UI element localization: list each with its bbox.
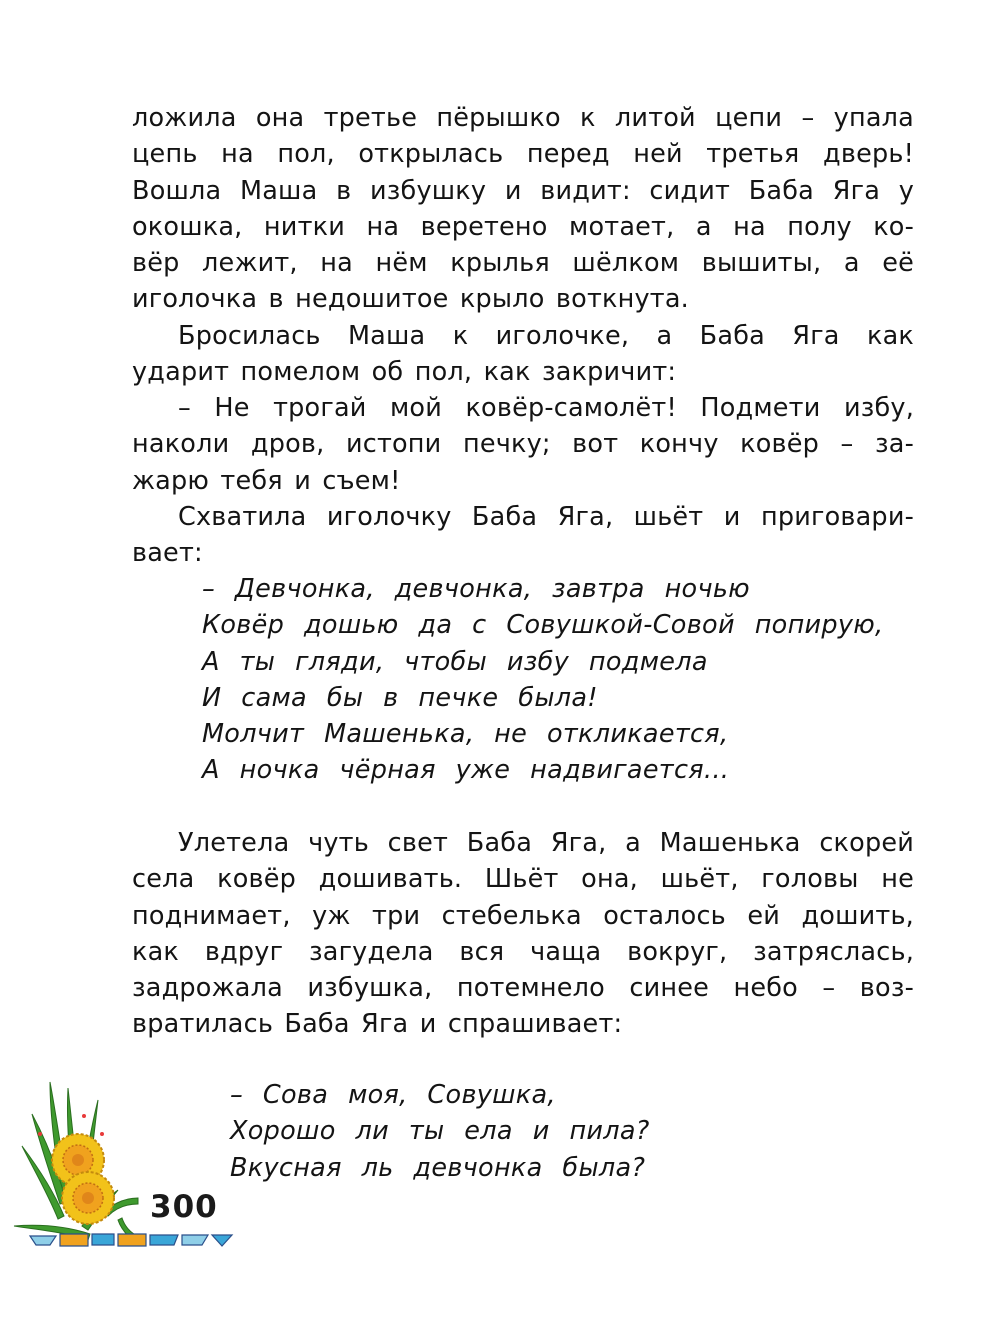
- paragraph: [132, 318, 914, 391]
- text-line: окошка, нитки на веретено мотает, а на полу ко-: [132, 211, 914, 242]
- paragraph: [132, 825, 914, 1043]
- verse-block: [202, 571, 883, 789]
- text-line: Улетела чуть свет Баба Яга, а Машенька скорей: [178, 828, 914, 858]
- verse-line: – Сова моя, Совушка,: [230, 1080, 556, 1110]
- text-line: – Не трогай мой ковёр-самолёт! Подмети избу,: [178, 393, 914, 423]
- dandelion-flowers-icon: [10, 1074, 240, 1260]
- verse-line: Хорошо ли ты ела и пила?: [230, 1116, 650, 1147]
- verse-line: Ковёр дошью да с Совушкой-Совой попирую,: [202, 610, 884, 641]
- page-number: 300: [150, 1189, 218, 1225]
- text-line: поднимает, уж три стебелька осталось ей дошить,: [132, 900, 914, 931]
- text-line: села ковёр дошивать. Шьёт она, шьёт, головы не: [132, 864, 914, 895]
- verse-line: А ночка чёрная уже надвигается...: [202, 755, 730, 786]
- verse-line: А ты гляди, чтобы избу подмела: [202, 646, 708, 677]
- text-line: цепь на пол, открылась перед ней третья дверь!: [132, 139, 914, 170]
- text-line: Схватила иголочку Баба Яга, шьёт и приговари-: [178, 502, 914, 532]
- text-line: ложила она третье пёрышко к литой цепи – упала: [132, 103, 914, 133]
- paragraph: [132, 100, 914, 318]
- text-line: вает:: [132, 538, 203, 569]
- text-line: вёр лежит, на нём крылья шёлком вышиты, а её: [132, 248, 914, 279]
- verse-line: Вкусная ль девчонка была?: [230, 1152, 646, 1183]
- paragraph: [132, 390, 914, 499]
- verse-block: [230, 1077, 650, 1186]
- text-line: ударит помелом об пол, как закричит:: [132, 357, 677, 388]
- paragraph: [132, 499, 914, 572]
- verse-line: – Девчонка, девчонка, завтра ночью: [202, 574, 750, 604]
- text-line: наколи дров, истопи печку; вот кончу ковёр – за-: [132, 429, 914, 460]
- text-line: иголочка в недошитое крыло воткнута.: [132, 284, 689, 315]
- text-line: вратилась Баба Яга и спрашивает:: [132, 1009, 623, 1040]
- text-line: задрожала избушка, потемнело синее небо – воз-: [132, 973, 914, 1004]
- text-line: Бросилась Маша к иголочке, а Баба Яга как: [178, 321, 914, 351]
- text-line: как вдруг загудела вся чаща вокруг, затряслась,: [132, 936, 914, 967]
- verse-line: Молчит Машенька, не откликается,: [202, 719, 729, 750]
- text-line: Вошла Маша в избушку и видит: сидит Баба Яга у: [132, 175, 914, 206]
- text-line: жарю тебя и съем!: [132, 465, 401, 496]
- verse-line: И сама бы в печке была!: [202, 682, 598, 713]
